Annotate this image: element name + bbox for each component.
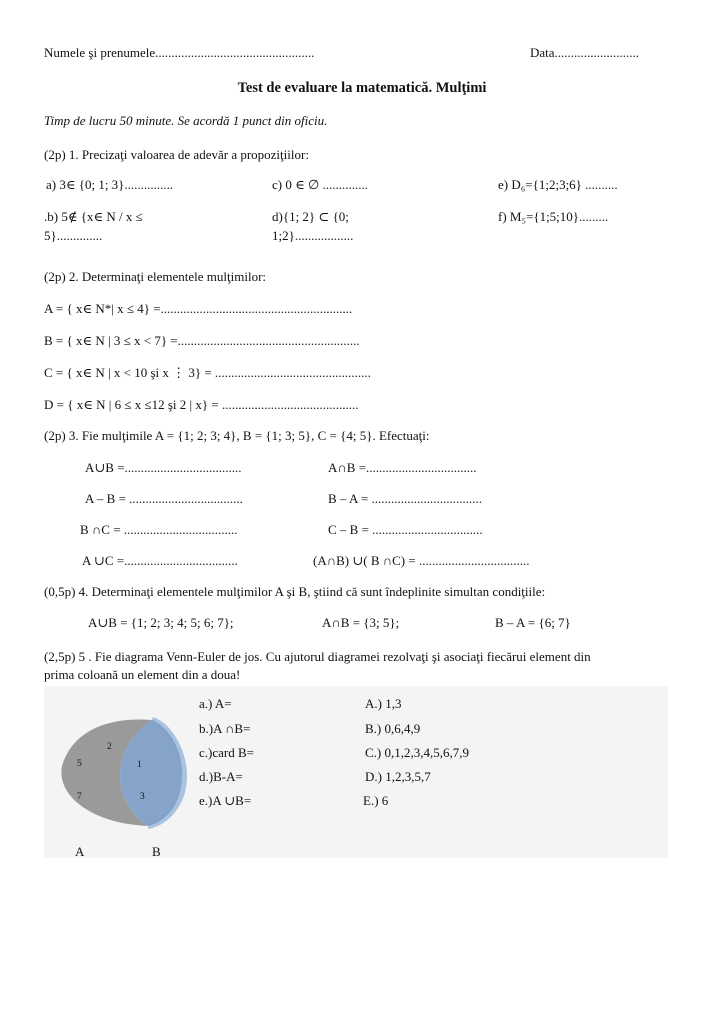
ex1-item-f: f) M₅={1;5;10}......... (498, 209, 609, 224)
ex4-condition-difference: B – A = {6; 7} (495, 615, 571, 630)
page-title: Test de evaluare la matematică. Mulţimi (237, 80, 487, 96)
ex5-left-item-c: c.)card B= (199, 745, 254, 760)
ex5-left-item-d: d.)B-A= (199, 769, 243, 784)
ex5-right-item-c: C.) 0,1,2,3,4,5,6,7,9 (365, 745, 469, 760)
ex5-heading-line2: prima coloană un element din a doua! (44, 667, 241, 682)
ex4-condition-intersection: A∩B = {3; 5}; (322, 615, 400, 630)
ex5-left-item-b: b.)A ∩B= (199, 721, 251, 736)
ex3-union-ab: A∪B =.................................... (85, 460, 242, 475)
ex5-right-item-e: E.) 6 (363, 793, 389, 808)
ex2-heading: (2p) 2. Determinaţi elementele mulţimilor: (44, 269, 267, 284)
ex1-item-e: e) D₆={1;2;3;6} .......... (498, 177, 618, 192)
ex1-item-b-line1: .b) 5∉ {x∈ N / x ≤ (44, 209, 143, 224)
ex2-set-c: C = { x∈ N | x < 10 şi x ⋮ 3} = ................................................ (44, 365, 371, 380)
ex5-right-item-a: A.) 1,3 (365, 696, 402, 711)
venn-number-3: 3 (140, 792, 145, 802)
venn-number-2: 2 (107, 742, 112, 752)
ex2-set-b: B = { x∈ N | 3 ≤ x < 7} =........................................................ (44, 333, 360, 348)
ex2-set-d: D = { x∈ N | 6 ≤ x ≤12 şi 2 | x} = .......................................... (44, 397, 359, 412)
ex4-heading: (0,5p) 4. Determinaţi elementele mulţimilor A şi B, ştiind că sunt îndeplinite simultan condiţiile: (44, 584, 546, 599)
ex3-heading: (2p) 3. Fie mulţimile A = {1; 2; 3; 4}, B = {1; 3; 5}, C = {4; 5}. Efectuaţi: (44, 428, 430, 443)
ex3-intersection-ab: A∩B =.................................. (328, 460, 477, 475)
ex5-heading-line1: (2,5p) 5 . Fie diagrama Venn-Euler de jos. Cu ajutorul diagramei rezolvaţi şi asociaţi fiecărui element din (44, 649, 591, 664)
ex1-heading: (2p) 1. Precizaţi valoarea de adevăr a propoziţiilor: (44, 147, 309, 162)
venn-label-b: B (152, 844, 161, 859)
ex1-item-a: a) 3∈ {0; 1; 3}............... (46, 177, 174, 192)
ex3-compound: (A∩B) ∪( B ∩C) = .................................. (313, 553, 530, 568)
ex1-item-c: c) 0 ∈ ∅ .............. (272, 177, 369, 192)
ex3-difference-ab: A – B = ................................... (85, 491, 243, 506)
ex1-item-b-line2: 5}.............. (44, 228, 103, 243)
ex3-union-ac: A ∪C =................................... (82, 553, 238, 568)
ex3-difference-ba: B – A = .................................. (328, 491, 482, 506)
ex2-set-a: A = { x∈ N*| x ≤ 4} =........................................................... (44, 301, 353, 316)
date-field-label: Data.......................... (530, 45, 640, 60)
ex5-right-item-b: B.) 0,6,4,9 (365, 721, 421, 736)
venn-number-7: 7 (77, 792, 82, 802)
venn-diagram (56, 716, 206, 836)
ex1-item-d-line1: d){1; 2} ⊂ {0; (272, 209, 349, 224)
venn-number-1: 1 (137, 760, 142, 770)
ex3-difference-cb: C – B = .................................. (328, 522, 483, 537)
ex4-condition-union: A∪B = {1; 2; 3; 4; 5; 6; 7}; (88, 615, 234, 630)
ex3-intersection-bc: B ∩C = ................................... (80, 522, 238, 537)
venn-number-5: 5 (77, 759, 82, 769)
venn-label-a: A (75, 844, 85, 859)
ex1-item-d-line2: 1;2}.................. (272, 228, 354, 243)
name-field-label: Numele şi prenumele................................................. (44, 45, 315, 60)
ex5-left-item-a: a.) A= (199, 696, 232, 711)
ex5-right-item-d: D.) 1,2,3,5,7 (365, 769, 431, 784)
ex5-left-item-e: e.)A ∪B= (199, 793, 252, 808)
page-subtitle: Timp de lucru 50 minute. Se acordă 1 punct din oficiu. (44, 113, 328, 128)
